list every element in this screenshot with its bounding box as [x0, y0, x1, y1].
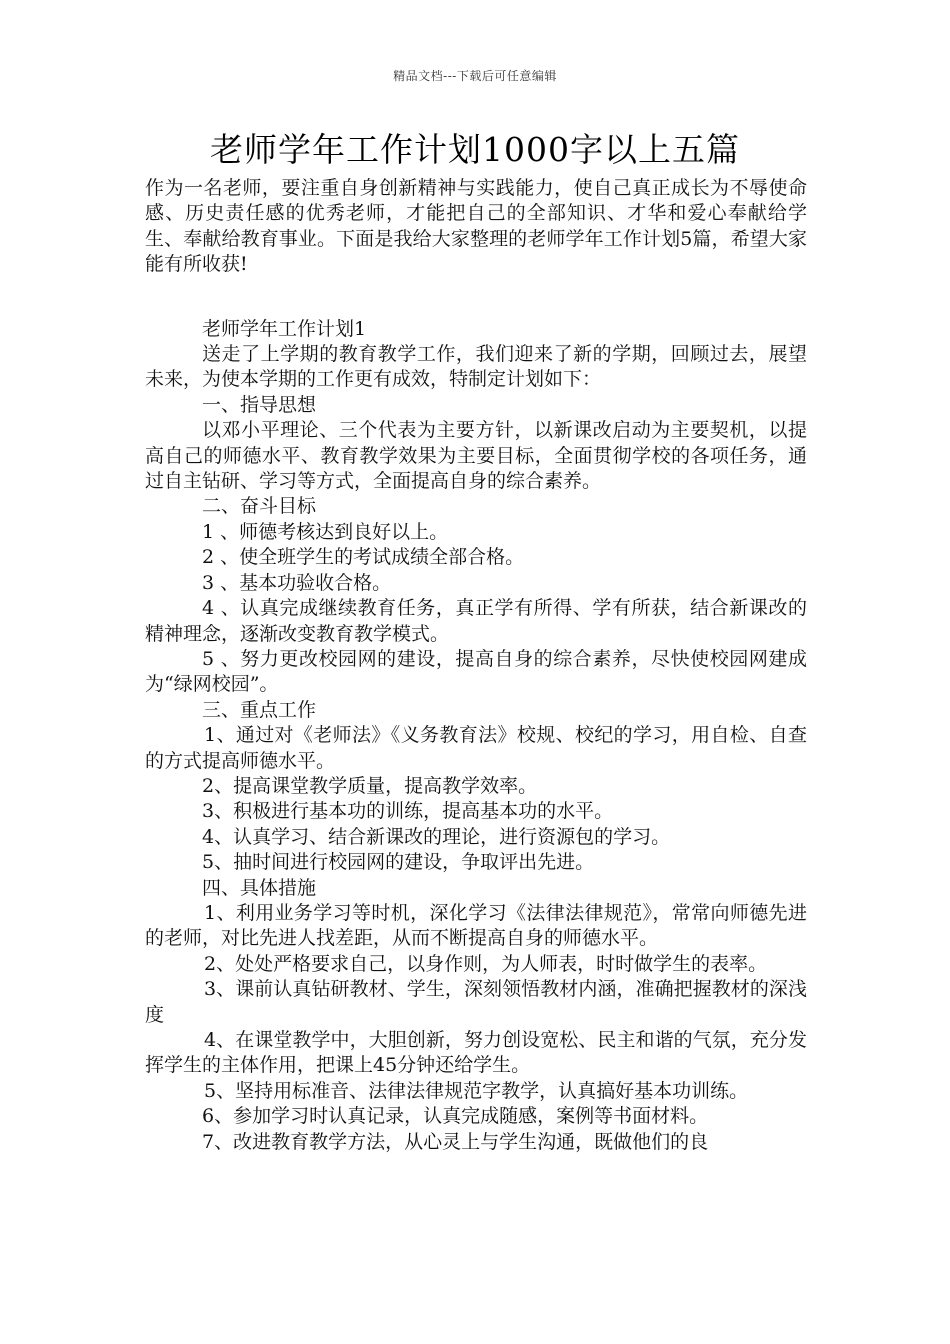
- section-title: 老师学年工作计划1: [202, 317, 367, 340]
- heading-guiding-thought: 一、指导思想: [202, 393, 317, 416]
- list-item: 7、改进教育教学方法，从心灵上与学生沟通，既做他们的良: [202, 1130, 709, 1153]
- list-item: 6、参加学习时认真记录，认真完成随感，案例等书面材料。: [202, 1105, 709, 1128]
- paragraph: 送走了上学期的教育教学工作，我们迎来了新的学期，回顾过去，展望未来，为使本学期的工作更有成效，特制定计划如下：: [145, 343, 807, 391]
- list-item: 3、积极进行基本功的训练，提高基本功的水平。: [202, 800, 614, 823]
- document-title: 老师学年工作计划1000字以上五篇: [210, 130, 740, 169]
- list-item: 1、利用业务学习等时机，深化学习《法律法律规范》，常常向师德先进的老师，对比先进人找差距，从而不断提高自身的师德水平。: [145, 901, 807, 950]
- list-item: 5、坚持用标准音、法律法律规范字教学，认真搞好基本功训练。: [204, 1079, 749, 1102]
- list-item: 2、提高课堂教学质量，提高教学效率。: [202, 774, 538, 797]
- paragraph-gap: [145, 278, 807, 317]
- list-item: 3、课前认真钻研教材、学生，深刻领悟教材内涵，准确把握教材的深浅度: [145, 978, 807, 1026]
- intro-paragraph: 作为一名老师，要注重自身创新精神与实践能力，使自己真正成长为不辱使命感、历史责任感的优秀老师，才能把自己的全部知识、才华和爱心奉献给学生、奉献给教育事业。下面是我给大家整理的老师学年工作计划5篇，希望大家能有所收获!: [145, 177, 807, 276]
- list-item: 5 、努力更改校园网的建设，提高自身的综合素养，尽快使校园网建成为“绿网校园”。: [145, 647, 807, 696]
- heading-measures: 四、具体措施: [202, 876, 317, 899]
- heading-goals: 二、奋斗目标: [202, 495, 317, 518]
- list-item: 5、抽时间进行校园网的建设，争取评出先进。: [202, 851, 595, 874]
- list-item: 4、在课堂教学中，大胆创新，努力创设宽松、民主和谐的气氛，充分发挥学生的主体作用，把课上45分钟还给学生。: [145, 1029, 807, 1077]
- list-item: 1、通过对《老师法》《义务教育法》校规、校纪的学习，用自检、自查的方式提高师德水平。: [145, 724, 807, 772]
- paragraph: 以邓小平理论、三个代表为主要方针，以新课改启动为主要契机，以提高自己的师德水平、教育教学效果为主要目标，全面贯彻学校的各项任务，通过自主钻研、学习等方式，全面提高自身的综合素养。: [145, 419, 807, 493]
- list-item: 4、认真学习、结合新课改的理论，进行资源包的学习。: [202, 825, 671, 848]
- document-body: [145, 176, 807, 1155]
- list-item: 2、处处严格要求自己，以身作则，为人师表，时时做学生的表率。: [204, 952, 768, 975]
- page-header: 精品文档---下载后可任意编辑: [393, 69, 557, 83]
- list-item: 1 、师德考核达到良好以上。: [202, 520, 449, 543]
- list-item: 4 、认真完成继续教育任务，真正学有所得、学有所获，结合新课改的精神理念，逐渐改变教育教学模式。: [145, 597, 807, 645]
- list-item: 2 、使全班学生的考试成绩全部合格。: [202, 546, 525, 569]
- heading-key-work: 三、重点工作: [202, 698, 317, 721]
- list-item: 3 、基本功验收合格。: [202, 571, 392, 594]
